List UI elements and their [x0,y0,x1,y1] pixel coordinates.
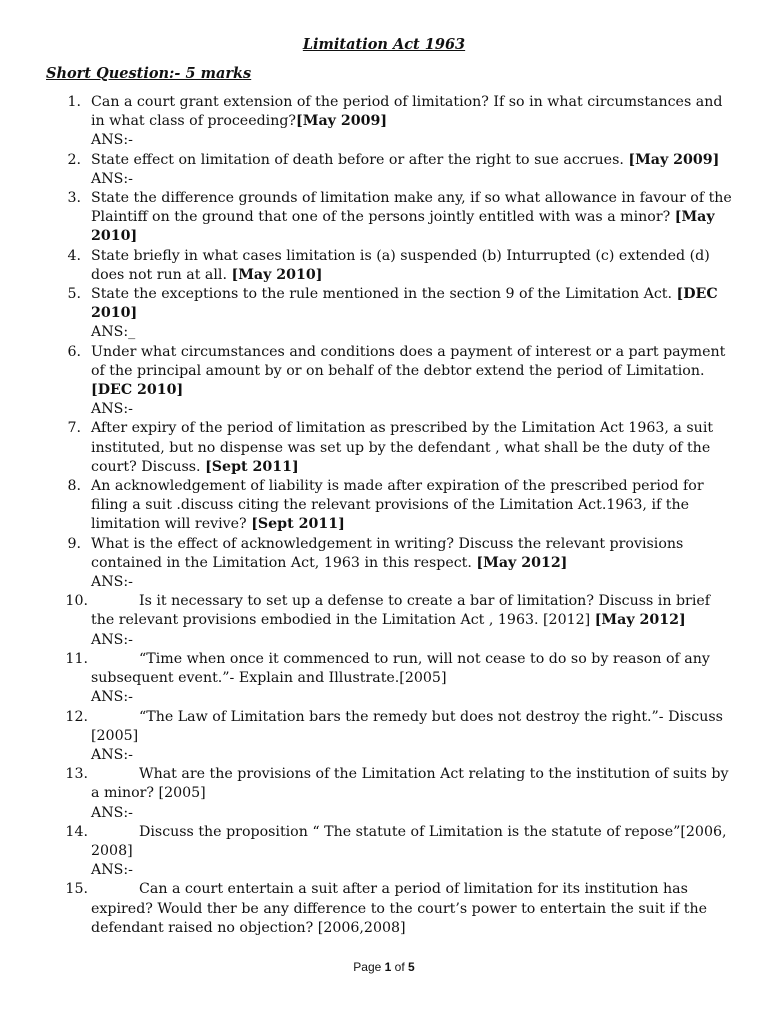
question-item [0,93,768,151]
question-item [0,189,768,247]
question-number: 8. [67,478,81,495]
question-number: 11. [65,650,88,667]
page-total: 5 [408,960,415,974]
question-list [0,93,768,938]
exam-tag: [May 2012] [476,554,568,571]
question-text: After expiry of the period of limitation as prescribed by the Limitation Act 1963, a suit instituted, but no dispense was set up by the defendant , what shall be the duty of the court? Discuss. [Sept 2011] [91,420,714,475]
answer-label: ANS:- [91,689,133,706]
question-item [0,650,768,708]
answer-label: ANS:- [91,631,133,648]
question-text: State briefly in what cases limitation is (a) suspended (b) Inturrupted (c) extended (d) does not run at all. [May 2010] [91,247,710,283]
question-number: 15. [65,881,88,898]
question-number: 2. [67,151,81,168]
exam-tag: [May 2010] [91,209,715,245]
answer-label: ANS:- [91,170,133,187]
answer-label: ANS:- [91,862,133,879]
question-item [0,765,768,823]
document-title: Limitation Act 1963 [302,36,466,53]
answer-label: ANS:- [91,574,133,591]
page-middle: of [391,960,409,974]
exam-tag: [Sept 2011] [251,516,345,533]
question-text: What is the effect of acknowledgement in writing? Discuss the relevant provisions contained in the Limitation Act, 1963 in this respect. [May 2012] [91,535,684,571]
question-item [0,880,768,938]
question-item [0,419,768,477]
answer-label: ANS:- [91,401,133,418]
question-item [0,535,768,593]
question-text: Can a court entertain a suit after a period of limitation for its institution has expired? Would ther be any difference to the court’s power to entertain the suit if the defendant raised no objection? [2006,2008] [91,881,708,936]
question-text: An acknowledgement of liability is made after expiration of the prescribed period for filing a suit .discuss citing the relevant provisions of the Limitation Act.1963, if the limitation will revive? [Sept 2011] [91,478,704,533]
question-number: 12. [65,708,88,725]
question-text: State the difference grounds of limitation make any, if so what allowance in favour of the Plaintiff on the ground that one of the persons jointly entitled with was a minor? [May 2010] [91,190,732,245]
exam-tag: [May 2012] [594,612,686,629]
exam-tag: [DEC 2010] [91,382,184,399]
question-text: What are the provisions of the Limitation Act relating to the institution of suits by a minor? [2005] [91,766,729,802]
exam-tag: [May 2009] [296,113,388,130]
question-number: 6. [67,343,81,360]
question-number: 3. [67,190,81,207]
exam-tag: [May 2009] [628,151,720,168]
question-text: Is it necessary to set up a defense to create a bar of limitation? Discuss in brief the relevant provisions embodied in the Limitation Act , 1963. [2012] [May 2012] [91,593,711,629]
question-item [0,477,768,535]
page-footer [0,960,768,974]
page-prefix: Page [353,960,385,974]
answer-label: ANS:_ [91,324,136,341]
question-number: 5. [67,286,81,303]
question-item [0,592,768,650]
question-number: 7. [67,420,81,437]
question-item [0,823,768,881]
question-item [0,151,768,189]
question-item [0,247,768,285]
question-text: State effect on limitation of death before or after the right to sue accrues. [May 2009] [91,151,720,168]
question-number: 4. [67,247,81,264]
section-heading: Short Question:- 5 marks [46,65,252,82]
question-text: Can a court grant extension of the period of limitation? If so in what circumstances and in what class of proceeding?[May 2009] [91,94,723,130]
answer-label: ANS:- [91,132,133,149]
question-text: “The Law of Limitation bars the remedy but does not destroy the right.”- Discuss [2005] [91,708,723,744]
exam-tag: [DEC 2010] [91,286,718,322]
question-text: State the exceptions to the rule mentioned in the section 9 of the Limitation Act. [DEC 2010] [91,286,718,322]
page-current: 1 [384,960,392,974]
answer-label: ANS:- [91,804,133,821]
question-text: “Time when once it commenced to run, will not cease to do so by reason of any subsequent event.”- Explain and Illustrate.[2005] [91,650,710,687]
question-number: 13. [65,766,88,783]
question-number: 10. [65,593,88,610]
question-number: 9. [67,535,81,552]
question-text: Discuss the proposition “ The statute of Limitation is the statute of repose”[2006, 2008] [91,823,727,859]
exam-tag: [May 2010] [231,266,323,283]
question-number: 14. [65,823,88,840]
question-item [0,343,768,420]
answer-label: ANS:- [91,746,133,763]
question-number: 1. [67,94,81,110]
question-item [0,708,768,766]
exam-tag: [Sept 2011] [205,458,299,475]
question-item [0,285,768,343]
question-text: Under what circumstances and conditions does a payment of interest or a part payment of the principal amount by or on behalf of the debtor extend the period of Limitation. [DEC 2010] [91,343,726,399]
